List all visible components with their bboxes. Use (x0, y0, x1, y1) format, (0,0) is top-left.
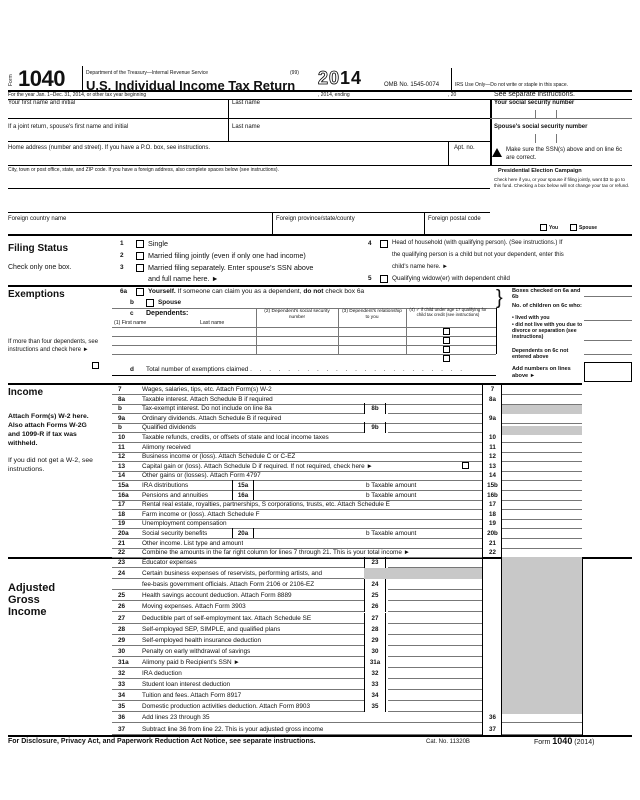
income-line-amount[interactable] (502, 490, 582, 491)
attach-w2-text: Attach Form(s) W-2 here. Also attach Forms W-2G and 1099-R if tax was withheld. (8, 413, 89, 447)
income-line-amount[interactable] (502, 442, 582, 443)
foreign-province-label: Foreign province/state/county (276, 216, 355, 222)
income-line-num: 13 (118, 462, 126, 470)
agi-line-text: Health savings account deduction. Attach Form 8889 (142, 592, 292, 600)
agi-line-mid-label: 31a (364, 657, 386, 668)
income-line-mid-label: 8b (364, 403, 386, 414)
income-line-box-label: 17 (482, 499, 502, 510)
agi-line-text: Penalty on early withdrawal of savings (142, 647, 251, 655)
income-line-text: Qualified dividends (142, 424, 196, 432)
filing-5-num: 5 (368, 275, 372, 282)
income-line-num: b (118, 424, 122, 432)
agi-line-text: Subtract line 36 from line 22. This is your adjusted gross income (142, 725, 324, 733)
filing-separate-label: Married filing separately. Enter spouse's SSN above (148, 263, 314, 272)
income-line-box-label: 19 (482, 518, 502, 529)
agi-line-num: 35 (118, 703, 126, 711)
filing-1-num: 1 (120, 240, 124, 247)
income-line-amount[interactable] (502, 480, 582, 481)
income-line-num: 16a (118, 491, 129, 499)
income-line-b-label: b Taxable amount (366, 491, 417, 499)
total-exemptions-text: Total number of exemptions claimed (146, 366, 249, 373)
income-line-num: 19 (118, 520, 126, 528)
agi-line-text: Alimony paid b Recipient's SSN ► (142, 658, 240, 666)
dep-col2-label: (2) Dependent's social security number (264, 309, 330, 320)
filing-hoh-label: Head of household (with qualifying person). (See instructions.) If (392, 240, 563, 246)
agi-line-mid-label: 27 (364, 613, 386, 624)
income-line-text: Taxable interest. Attach Schedule B if required (142, 395, 273, 403)
income-line-num: 11 (118, 443, 125, 451)
filing-single-checkbox[interactable] (136, 240, 144, 248)
income-line-box-label: 15b (482, 480, 502, 491)
income-line-num: 15a (118, 482, 129, 489)
income-line-text: Unemployment compensation (142, 520, 227, 528)
spouse-ssn-label: Spouse's social security number (494, 124, 588, 130)
no-w2-text: If you did not get a W-2, see instructions. (8, 457, 93, 473)
tax-year-begin: For the year Jan. 1–Dec. 31, 2014, or other tax year beginning (8, 92, 147, 98)
foreign-country-label: Foreign country name (8, 216, 67, 222)
income-line-b-label: b Taxable amount (366, 530, 417, 537)
ex-6c-num: c (130, 310, 134, 317)
income-line-amount[interactable] (502, 500, 582, 501)
agi-title-2: Gross (8, 594, 40, 606)
campaign-you-label: You (549, 225, 559, 231)
income-line-text: Taxable refunds, credits, or offsets of state and local income taxes (142, 434, 329, 441)
income-line-text: Business income or (loss). Attach Schedule C or C-EZ (142, 453, 296, 461)
income-line-amount[interactable] (502, 452, 582, 453)
yourself-label (148, 286, 364, 297)
tax-year-20: , 20 (448, 92, 457, 98)
form-title: U.S. Individual Income Tax Return (86, 78, 296, 93)
agi-line-text: Domestic production activities deduction. Attach Form 8903 (142, 703, 311, 711)
income-line-a-label: 15a (232, 480, 254, 491)
income-line-num: 18 (118, 510, 126, 518)
agi-line-text: Tuition and fees. Attach Form 8917 (142, 692, 242, 700)
income-line-text: Combine the amounts in the far right column for lines 7 through 21. This is your total income ► (142, 549, 411, 557)
agi-line-num: 33 (118, 681, 126, 689)
filing-hoh-checkbox[interactable] (380, 240, 388, 248)
foreign-postal-label: Foreign postal code (428, 216, 481, 222)
agi-title-1: Adjusted (8, 582, 56, 594)
agi-line-mid-label: 28 (364, 624, 386, 635)
filing-4-num: 4 (368, 240, 372, 247)
campaign-you-checkbox[interactable] (540, 224, 547, 231)
dept-text: Department of the Treasury—Internal Revenue Service (86, 70, 209, 76)
income-line-box-label: 18 (482, 509, 502, 520)
agi-line-num: 28 (118, 625, 126, 633)
agi-line-mid-label: 24 (364, 579, 386, 590)
income-line-box-label: 11 (482, 442, 502, 453)
exemptions-title: Exemptions (8, 289, 65, 300)
agi-line-mid-field[interactable] (388, 634, 482, 635)
form-number: 1040 (18, 66, 65, 91)
city-label: City, town or post office, state, and ZIP code. If you have a foreign address, also complete spaces below (see instructions). (8, 167, 279, 173)
home-address-label: Home address (number and street). If you have a P.O. box, see instructions. (8, 145, 210, 151)
no-children-label: No. of children on 6c who: (512, 303, 582, 309)
footer-notice: For Disclosure, Privacy Act, and Paperwork Reduction Act Notice, see separate instructions. (8, 738, 316, 745)
income-line-box-label: 8a (482, 394, 502, 405)
income-line-b-label: b Taxable amount (366, 482, 417, 489)
income-line-amount[interactable] (502, 509, 582, 510)
income-line-text: Rental real estate, royalties, partnerships, S corporations, trusts, etc. Attach Schedule E (142, 501, 390, 509)
agi-line-text: Self-employed SEP, SIMPLE, and qualified plans (142, 625, 281, 633)
income-line-num: 7 (118, 386, 122, 393)
agi-line-text: Student loan interest deduction (142, 681, 231, 689)
agi-title-3: Income (8, 606, 47, 618)
tax-year (318, 68, 362, 89)
footer-form-word: Form (534, 739, 551, 746)
dep-col4-label: (4) ✓ if child under age 17 qualifying for child tax credit (see instructions) (409, 307, 487, 317)
agi-line-mid-field[interactable] (388, 678, 482, 679)
year-solid: 14 (340, 68, 363, 88)
income-line-box-label: 13 (482, 461, 502, 472)
income-line-amount[interactable] (502, 528, 582, 529)
agi-line-num: 30 (118, 647, 126, 655)
income-line-box-label: 7 (482, 384, 502, 395)
footer-form-year: (2014) (574, 739, 595, 746)
income-line-num: b (118, 405, 122, 413)
income-line-box-label: 21 (482, 538, 502, 549)
ssn-label: Your social security number (494, 100, 575, 106)
agi-line-text: Educator expenses (142, 559, 197, 566)
more-than-four-checkbox[interactable] (92, 362, 99, 369)
income-line-amount[interactable] (502, 548, 582, 549)
agi-line-mid-label: 34 (364, 690, 386, 701)
income-line-a-label: 20a (232, 528, 254, 539)
agi-line-num: 37 (118, 725, 126, 733)
see-instructions: See separate instructions. (494, 91, 575, 98)
agi-line-mid-label: 29 (364, 635, 386, 646)
campaign-title: Presidential Election Campaign (498, 168, 582, 174)
agi-line-mid-label: 33 (364, 679, 386, 690)
filing-hoh-label-2: the qualifying person is a child but not your dependent, enter this (392, 252, 564, 258)
make-sure-text: Make sure the SSN(s) above and on line 6c are correct. (506, 147, 623, 161)
income-line-box-label: 20b (482, 528, 502, 539)
income-title: Income (8, 387, 44, 398)
income-line-text: Farm income or (loss). Attach Schedule F (142, 510, 260, 518)
income-line-amount[interactable] (502, 519, 582, 520)
apt-label: Apt. no. (454, 145, 475, 151)
income-line-amount[interactable] (502, 461, 582, 462)
income-line-num: 20a (118, 530, 129, 537)
dep-col1-label: (1) First name (114, 320, 147, 326)
agi-line-text: Deductible part of self-employment tax. Attach Schedule SE (142, 614, 312, 622)
income-line-box-label: 10 (482, 432, 502, 443)
income-line-num: 12 (118, 453, 126, 461)
yourself-checkbox[interactable] (136, 288, 144, 296)
agi-line-mid-field[interactable] (388, 589, 482, 590)
agi-line-mid-shade (364, 568, 482, 579)
yourself-donot: do not (303, 288, 324, 295)
boxes-checked-label: Boxes checked on 6a and 6b (512, 288, 581, 300)
agi-line-text: IRA deduction (142, 670, 182, 677)
more-than-four: If more than four dependents, see instructions and check here ► (8, 339, 99, 353)
footer-form-num: 1040 (552, 736, 573, 746)
filing-status-title: Filing Status (8, 243, 68, 254)
income-line-text: Ordinary dividends. Attach Schedule B if required (142, 414, 282, 422)
agi-line-mid-label: 25 (364, 590, 386, 601)
first-name-label: Your first name and initial (8, 100, 76, 106)
filing-joint-label: Married filing jointly (even if only one had income) (148, 251, 306, 260)
filing-single-label: Single (148, 239, 168, 248)
agi-line-mid-field[interactable] (388, 611, 482, 612)
income-line-mid-field[interactable] (388, 432, 482, 433)
income-line-a-label: 16a (232, 490, 254, 501)
agi-line-text: Self-employed health insurance deduction (142, 636, 262, 644)
warning-triangle-icon (492, 148, 502, 157)
income-line-text: IRA distributions (142, 482, 189, 489)
spouse-exempt-label: Spouse (158, 299, 182, 306)
not-live-label: • did not live with you due to divorce or separation (see instructions) (512, 322, 583, 340)
agi-line-mid-field[interactable] (388, 711, 482, 712)
agi-line-mid-field[interactable] (388, 600, 482, 601)
agi-line-mid-label: 32 (364, 668, 386, 679)
income-line-box-label: 22 (482, 547, 502, 558)
income-line-text: Other gains or (losses). Attach Form 4797 (142, 472, 261, 480)
agi-line-text: Add lines 23 through 35 (142, 714, 210, 722)
income-line-text: Tax-exempt interest. Do not include on line 8a (142, 405, 272, 413)
income-line-box-label: 14 (482, 470, 502, 481)
total-exemptions-box[interactable] (584, 362, 632, 382)
agi-line-mid-field[interactable] (388, 689, 482, 690)
agi-line-mid-field[interactable] (388, 623, 482, 624)
spouse-first-label: If a joint return, spouse's first name and initial (8, 124, 129, 130)
agi-line-mid-field[interactable] (388, 645, 482, 646)
dep-col1b-label: Last name (200, 320, 225, 326)
year-outline: 20 (318, 68, 341, 88)
yourself-check: check box 6a (325, 288, 365, 295)
spouse-checkbox[interactable] (146, 299, 154, 307)
income-line-amount[interactable] (502, 471, 582, 472)
line-13-checkbox[interactable] (462, 462, 469, 469)
agi-line-mid-field[interactable] (388, 656, 482, 657)
tax-year-ending: , 2014, ending (318, 92, 350, 98)
agi-line-box-label: 36 (482, 712, 502, 723)
agi-line-num: 24 (118, 570, 126, 578)
add-numbers-label: Add numbers on lines above ► (512, 366, 571, 379)
filing-joint-checkbox[interactable] (136, 252, 144, 260)
dep-row4-checkbox[interactable] (443, 355, 450, 362)
filing-2-num: 2 (120, 252, 124, 259)
dep-col3-label: (3) Dependent's relationship to you (342, 309, 402, 320)
footer-form (534, 736, 595, 746)
ex-6d-num: d (130, 366, 134, 373)
income-line-num: 14 (118, 472, 126, 480)
filing-3-num: 3 (120, 264, 124, 271)
income-line-num: 9a (118, 414, 126, 422)
agi-line-mid-label: 26 (364, 601, 386, 612)
income-line-num: 8a (118, 395, 126, 403)
dependents-6c-label: Dependents on 6c not entered above (512, 348, 569, 360)
form-word: Form (8, 74, 14, 86)
agi-line-num: 23 (118, 559, 126, 566)
agi-line-num: 26 (118, 603, 126, 611)
agi-line-mid-label: 35 (364, 701, 386, 712)
yourself-bold: Yourself. (148, 288, 176, 295)
agi-line-text: Certain business expenses of reservists, performing artists, and (142, 570, 323, 578)
income-line-amount[interactable] (502, 538, 582, 539)
income-line-amount[interactable] (502, 394, 582, 395)
income-line-text: Wages, salaries, tips, etc. Attach Form(s) W-2 (142, 386, 272, 393)
income-line-text: Other income. List type and amount (142, 539, 244, 547)
filing-widow-checkbox[interactable] (380, 275, 388, 283)
income-line-amount[interactable] (502, 423, 582, 424)
spouse-last-label: Last name (232, 124, 261, 130)
yourself-text: If someone can claim you as a dependent, (177, 288, 302, 295)
footer-cat: Cat. No. 11320B (426, 739, 470, 745)
agi-line-num: 29 (118, 636, 126, 644)
agi-line-mid-label: 30 (364, 646, 386, 657)
agi-line-num: 34 (118, 692, 126, 700)
filing-separate-checkbox[interactable] (136, 264, 144, 272)
income-line-box-label: 9a (482, 413, 502, 424)
ex-6b-num: b (130, 299, 134, 306)
ex-6a-num: 6a (120, 288, 128, 295)
income-line-box-label: 16b (482, 490, 502, 501)
income-line-mid-field[interactable] (388, 413, 482, 414)
agi-line-amount[interactable] (502, 722, 582, 723)
irs-use-only: IRS Use Only—Do not write or staple in this space. (455, 82, 569, 88)
filing-separate-label-2: and full name here. ► (148, 274, 219, 283)
agi-line-num: 27 (118, 614, 126, 622)
income-line-num: 22 (118, 549, 126, 557)
agi-line-mid-field[interactable] (388, 667, 482, 668)
agi-line-box-label: 37 (482, 724, 502, 735)
agi-line-text: fee-basis government officials. Attach Form 2106 or 2106-EZ (142, 581, 315, 589)
omb-number: OMB No. 1545-0074 (384, 82, 440, 88)
lived-label: • lived with you (512, 315, 550, 321)
income-line-text: Pensions and annuities (142, 491, 209, 499)
filing-hoh-label-3: child's name here. ► (392, 264, 449, 270)
last-name-label: Last name (232, 100, 261, 106)
income-line-box-label: 12 (482, 451, 502, 462)
campaign-spouse-label: Spouse (579, 225, 598, 231)
agi-line-mid-field[interactable] (388, 700, 482, 701)
agi-line-num: 36 (118, 714, 126, 722)
dep-row2-checkbox[interactable] (443, 337, 450, 344)
campaign-text: Check here if you, or your spouse if filing jointly, want $3 to go to this fund. Checking a box below will not change your tax or refund. (494, 177, 630, 188)
income-line-mid-label: 9b (364, 422, 386, 433)
filing-widow-label: Qualifying widow(er) with dependent child (392, 275, 510, 282)
income-line-text: Alimony received (142, 443, 191, 451)
income-line-num: 21 (118, 539, 126, 547)
campaign-spouse-checkbox[interactable] (570, 224, 577, 231)
filing-check-only: Check only one box. (8, 264, 72, 271)
agi-line-mid-label: 23 (364, 557, 386, 568)
agi-line-text: Moving expenses. Attach Form 3903 (142, 603, 246, 611)
agi-line-num: 31a (118, 658, 129, 666)
dep-row1-checkbox[interactable] (443, 328, 450, 335)
income-line-num: 10 (118, 434, 126, 441)
form-code: (99) (290, 70, 299, 76)
total-exemptions-label: Total number of exemptions claimed . . . . . . . . . . . . . . . . . . . . . . . (146, 366, 465, 373)
dependents-label: Dependents: (146, 310, 189, 317)
brace-icon: } (496, 287, 503, 309)
dep-row3-checkbox[interactable] (443, 346, 450, 353)
income-line-num: 17 (118, 501, 126, 509)
agi-line-num: 32 (118, 670, 126, 677)
income-line-text: Capital gain or (loss). Attach Schedule D if required. If not required, check here ► (142, 462, 373, 470)
agi-line-num: 25 (118, 592, 126, 600)
income-line-text: Social security benefits (142, 530, 208, 537)
